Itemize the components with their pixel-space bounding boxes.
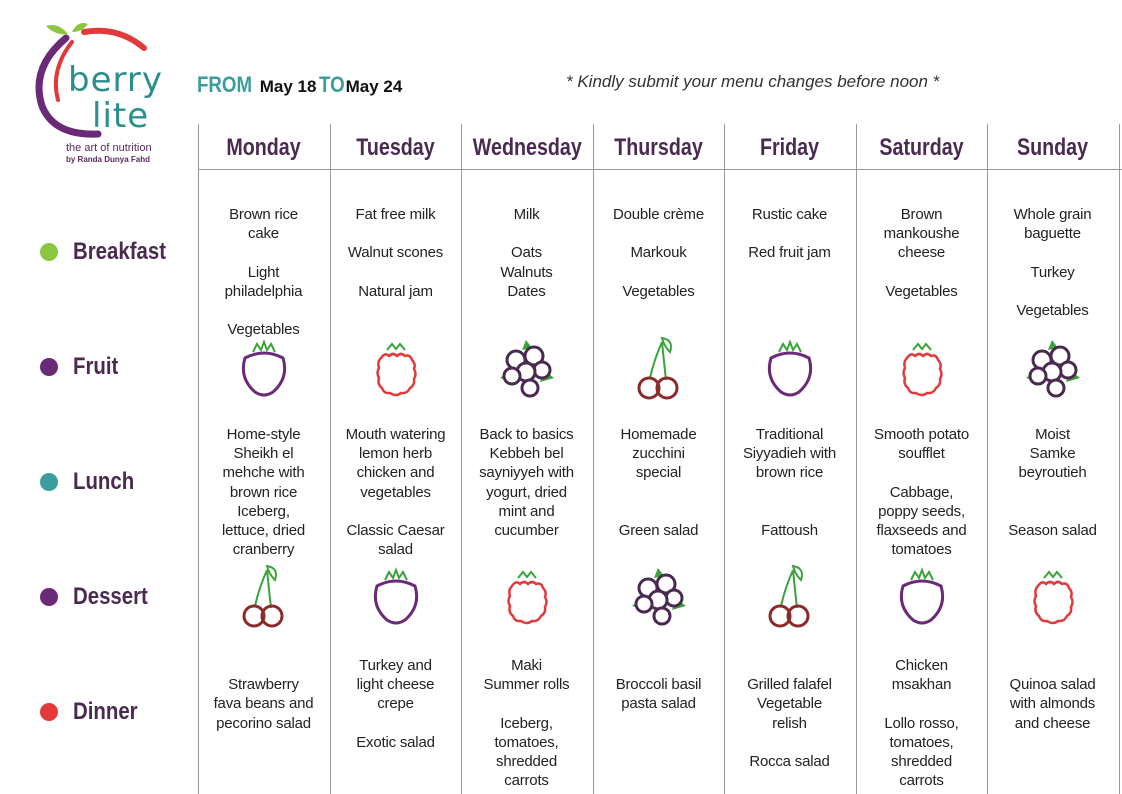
menu-item-line: cucumber: [494, 522, 559, 540]
fig-icon: [361, 562, 431, 632]
lunch-cell-sunday: [987, 425, 1118, 540]
fig-icon: [887, 562, 957, 632]
blueberries-icon: [624, 562, 694, 632]
menu-item-line: Fat free milk: [355, 206, 436, 223]
menu-item-line: Smooth potato: [874, 426, 969, 443]
date-range: [197, 72, 402, 100]
menu-item-line: [987, 282, 1118, 301]
menu-item-line: Natural jam: [358, 282, 433, 300]
menu-item-line: flaxseeds and: [876, 522, 967, 540]
menu-item-line: [461, 694, 592, 713]
menu-item-line: Iceberg,: [500, 714, 553, 732]
menu-item-line: philadelphia: [224, 282, 303, 300]
dinner-cell-wednesday: [461, 656, 592, 790]
cherries-icon: [229, 562, 299, 632]
menu-item-line: Brown: [900, 206, 943, 223]
menu-item-line: Dates: [507, 282, 546, 300]
column-divider: [1119, 124, 1120, 794]
header-divider: [198, 169, 1122, 170]
meal-row-lunch: [40, 467, 145, 497]
menu-item-line: [724, 733, 855, 752]
menu-item-line: Classic Caesar: [346, 522, 445, 540]
breakfast-cell-friday: [724, 205, 855, 263]
meal-dot-icon: [40, 243, 58, 261]
meal-dot-icon: [40, 703, 58, 721]
menu-item-line: light cheese: [356, 676, 435, 694]
menu-item-line: brown rice: [755, 464, 824, 482]
day-header-thursday: Thursday: [614, 134, 703, 161]
menu-item-line: Fattoush: [761, 522, 818, 540]
menu-item-line: [593, 224, 724, 243]
menu-item-line: cheese: [897, 244, 946, 262]
dinner-cell-friday: [724, 656, 855, 771]
menu-item-line: shredded: [891, 753, 952, 771]
day-header-sunday: Sunday: [1016, 134, 1089, 161]
menu-item-line: [987, 243, 1118, 262]
menu-item-line: Broccoli basil: [615, 676, 702, 694]
meal-label-dinner: Dinner: [73, 698, 138, 725]
lunch-cell-tuesday: [330, 425, 461, 559]
menu-item-line: Whole grain: [1013, 206, 1092, 223]
blueberries-icon: [492, 334, 562, 404]
menu-item-line: Turkey: [1030, 263, 1075, 281]
menu-item-line: [724, 224, 855, 243]
menu-item-line: [724, 483, 855, 502]
menu-item-line: Quinoa salad: [1009, 676, 1096, 694]
menu-item-line: [593, 263, 724, 282]
fig-icon: [229, 334, 299, 404]
menu-item-line: [198, 243, 329, 262]
menu-item-line: Strawberry: [228, 676, 299, 694]
menu-item-line: Moist: [1035, 426, 1070, 443]
day-header-saturday: Saturday: [879, 134, 964, 161]
meal-label-dessert: Dessert: [73, 583, 148, 610]
menu-item-line: tomatoes,: [889, 733, 954, 751]
menu-item-line: Green salad: [618, 522, 699, 540]
menu-item-line: Summer rolls: [483, 676, 570, 694]
raspberry-icon: [361, 334, 431, 404]
menu-item-line: Siyyadieh with: [742, 445, 837, 463]
menu-item-line: Cabbage,: [889, 483, 954, 501]
menu-item-line: [198, 301, 329, 320]
menu-item-line: mehche with: [222, 464, 305, 482]
meal-row-fruit: [40, 352, 126, 382]
menu-item-line: tomatoes,: [494, 733, 559, 751]
menu-item-line: mankoushe: [883, 225, 960, 243]
menu-item-line: beyroutieh: [1018, 464, 1087, 482]
menu-item-line: Brown rice: [229, 206, 298, 223]
menu-item-line: lettuce, dried: [221, 522, 306, 540]
raspberry-icon: [492, 562, 562, 632]
menu-item-line: [330, 714, 461, 733]
logo-tagline: [66, 142, 152, 166]
menu-item-line: [724, 656, 855, 675]
menu-item-line: cake: [248, 225, 279, 243]
menu-item-line: [593, 483, 724, 502]
menu-item-line: Walnut scones: [347, 244, 444, 262]
menu-item-line: Vegetables: [885, 282, 958, 300]
menu-item-line: chicken and: [356, 464, 435, 482]
logo-word-lite: lite: [92, 96, 150, 136]
raspberry-icon: [887, 334, 957, 404]
menu-item-line: Walnuts: [500, 263, 553, 281]
menu-item-line: pecorino salad: [216, 714, 311, 732]
meal-row-dessert: [40, 582, 161, 612]
menu-item-line: Chicken: [895, 657, 948, 674]
from-date: May 18: [259, 77, 317, 96]
menu-item-line: yogurt, dried: [486, 483, 567, 501]
menu-item-line: [987, 656, 1118, 675]
blueberries-icon: [1018, 334, 1088, 404]
menu-item-line: [461, 224, 592, 243]
breakfast-cell-saturday: [856, 205, 987, 301]
menu-item-line: [330, 502, 461, 521]
menu-item-line: [856, 463, 987, 482]
menu-item-line: Maki: [511, 657, 542, 674]
menu-item-line: carrots: [899, 772, 944, 790]
menu-item-line: [593, 656, 724, 675]
meal-row-breakfast: [40, 237, 182, 267]
menu-item-line: Rustic cake: [751, 206, 828, 223]
menu-item-line: Exotic salad: [356, 733, 435, 751]
day-header-friday: Friday: [759, 134, 820, 161]
menu-item-line: Samke: [1029, 445, 1076, 463]
menu-item-line: [987, 483, 1118, 502]
lunch-cell-monday: [198, 425, 329, 559]
from-label: FROM: [197, 72, 253, 97]
submission-notice: * Kindly submit your menu changes before noon *: [566, 72, 940, 91]
cherries-icon: [624, 334, 694, 404]
menu-item-line: mint and: [498, 502, 555, 520]
menu-item-line: poppy seeds,: [878, 502, 965, 520]
breakfast-cell-tuesday: [330, 205, 461, 301]
breakfast-cell-thursday: [593, 205, 724, 301]
menu-item-line: Kebbeh bel: [489, 445, 564, 463]
breakfast-cell-sunday: [987, 205, 1118, 320]
menu-item-line: Lollo rosso,: [884, 714, 959, 732]
logo-word-berry: berry: [68, 60, 163, 100]
menu-item-line: Home-style: [226, 426, 301, 443]
menu-item-line: cranberry: [232, 541, 295, 559]
dinner-cell-tuesday: [330, 656, 461, 752]
menu-item-line: with almonds: [1009, 695, 1096, 713]
menu-item-line: msakhan: [891, 676, 952, 694]
dinner-cell-saturday: [856, 656, 987, 790]
menu-item-line: Double crème: [613, 206, 704, 223]
menu-item-line: baguette: [1024, 225, 1081, 243]
menu-item-line: vegetables: [360, 483, 431, 501]
menu-item-line: pasta salad: [621, 695, 696, 713]
menu-item-line: salad: [378, 541, 413, 559]
menu-item-line: Sheikh el: [233, 445, 294, 463]
meal-label-lunch: Lunch: [73, 468, 135, 495]
menu-item-line: brown rice: [229, 483, 298, 501]
menu-item-line: Iceberg,: [237, 502, 290, 520]
menu-item-line: Oats: [511, 244, 542, 262]
lunch-cell-saturday: [856, 425, 987, 559]
dinner-cell-sunday: [987, 656, 1118, 733]
menu-item-line: soufflet: [898, 445, 945, 463]
day-header-wednesday: Wednesday: [472, 134, 582, 161]
day-header-monday: Monday: [226, 134, 301, 161]
menu-item-line: [856, 694, 987, 713]
menu-item-line: zucchini: [632, 445, 685, 463]
menu-item-line: Rocca salad: [749, 753, 830, 771]
meal-row-dinner: [40, 697, 149, 727]
menu-item-line: sayniyyeh with: [479, 464, 574, 482]
menu-item-line: [330, 263, 461, 282]
menu-item-line: [330, 224, 461, 243]
meal-dot-icon: [40, 588, 58, 606]
lunch-cell-friday: [724, 425, 855, 540]
menu-item-line: Vegetables: [227, 321, 300, 339]
byline-text: by Randa Dunya Fahd: [66, 155, 151, 164]
menu-item-line: lemon herb: [358, 445, 433, 463]
menu-item-line: shredded: [496, 753, 557, 771]
menu-item-line: Markouk: [630, 244, 687, 262]
lunch-cell-wednesday: [461, 425, 592, 540]
menu-item-line: [198, 656, 329, 675]
menu-item-line: Turkey and: [359, 657, 432, 674]
menu-item-line: carrots: [504, 772, 549, 790]
menu-item-line: [724, 502, 855, 521]
cherries-icon: [755, 562, 825, 632]
meal-dot-icon: [40, 358, 58, 376]
menu-item-line: crepe: [377, 695, 414, 713]
menu-item-line: [856, 263, 987, 282]
to-date: May 24: [345, 77, 403, 96]
menu-item-line: [593, 502, 724, 521]
menu-item-line: Red fruit jam: [748, 244, 831, 262]
breakfast-cell-wednesday: [461, 205, 592, 301]
menu-item-line: Back to basics: [479, 426, 574, 443]
tagline-text: the art of nutrition: [66, 142, 152, 154]
menu-item-line: relish: [772, 714, 807, 732]
menu-item-line: fava beans and: [213, 695, 314, 713]
menu-item-line: Vegetable: [757, 695, 822, 713]
menu-item-line: special: [635, 464, 682, 482]
meal-label-fruit: Fruit: [73, 353, 119, 380]
breakfast-cell-monday: [198, 205, 329, 339]
meal-dot-icon: [40, 473, 58, 491]
menu-item-line: Mouth watering: [345, 426, 446, 443]
day-header-tuesday: Tuesday: [356, 134, 435, 161]
meal-label-breakfast: Breakfast: [73, 238, 166, 265]
menu-item-line: and cheese: [1014, 714, 1091, 732]
menu-item-line: Grilled falafel: [747, 676, 832, 694]
raspberry-icon: [1018, 562, 1088, 632]
menu-item-line: Traditional: [755, 426, 824, 443]
menu-item-line: tomatoes: [891, 541, 952, 559]
lunch-cell-thursday: [593, 425, 724, 540]
menu-item-line: Milk: [513, 206, 540, 223]
dinner-cell-thursday: [593, 656, 724, 714]
fig-icon: [755, 334, 825, 404]
dinner-cell-monday: [198, 656, 329, 733]
menu-item-line: Vegetables: [1016, 302, 1089, 320]
to-label: TO: [319, 72, 346, 97]
menu-item-line: Vegetables: [622, 282, 695, 300]
menu-item-line: Homemade: [620, 426, 697, 443]
menu-item-line: Season salad: [1008, 522, 1097, 540]
menu-item-line: [987, 502, 1118, 521]
menu-item-line: Light: [247, 263, 280, 281]
